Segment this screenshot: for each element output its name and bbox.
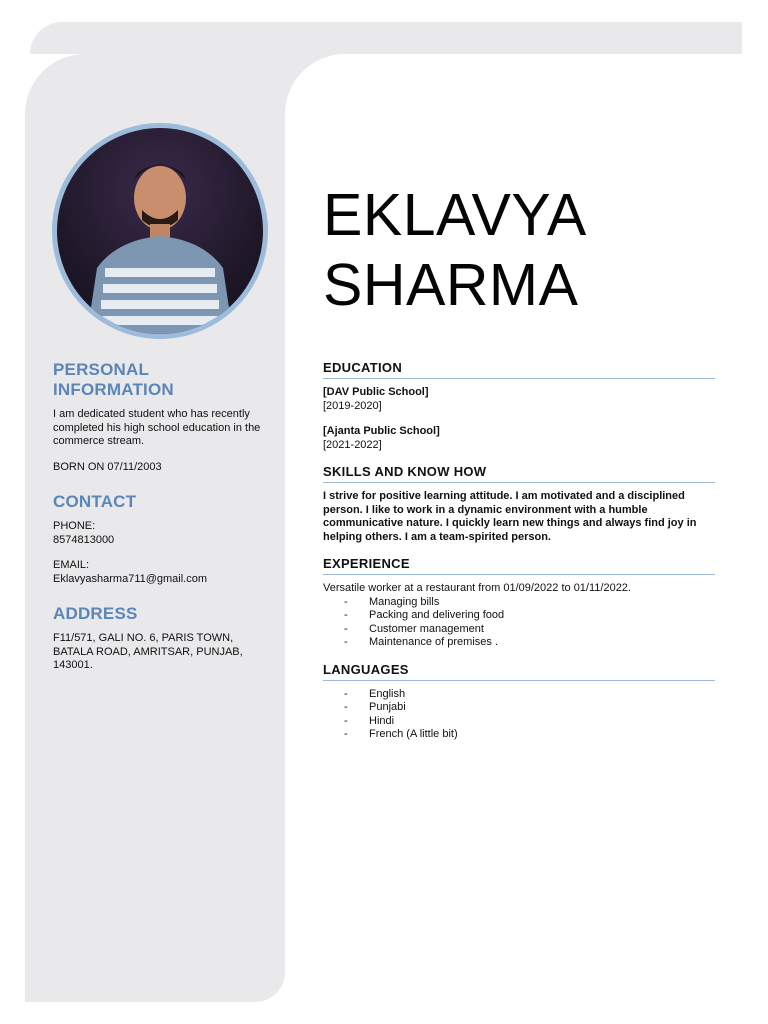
experience-list <box>323 596 715 650</box>
main-content <box>323 360 715 754</box>
skills-section <box>323 464 715 544</box>
skills-text: I strive for positive learning attitude. I am motivated and a disciplined person. I like to work in a dynamic environment with a humble communicative nature. I quickly learn new things and always find joy in helping others. I am a team-spirited person. <box>323 490 697 543</box>
email-label: EMAIL: <box>53 559 90 571</box>
contact-heading: CONTACT <box>53 492 137 511</box>
header-band <box>30 22 742 54</box>
personal-section <box>53 360 268 474</box>
languages-list <box>323 688 715 742</box>
school-name: [Ajanta Public School] <box>323 425 440 437</box>
languages-heading: LANGUAGES <box>323 662 715 681</box>
experience-section <box>323 556 715 650</box>
languages-section <box>323 662 715 742</box>
personal-heading: PERSONAL INFORMATION <box>53 360 174 399</box>
experience-intro: Versatile worker at a restaurant from 01/09/2022 to 01/11/2022. <box>323 582 631 594</box>
first-name: EKLAVYA <box>323 182 587 248</box>
phone-label: PHONE: <box>53 520 96 532</box>
person-silhouette <box>57 128 263 334</box>
school-name: [DAV Public School] <box>323 386 429 398</box>
list-item: - Hindi <box>344 714 395 727</box>
address-text: F11/571, GALI NO. 6, PARIS TOWN, BATALA ROAD, AMRITSAR, PUNJAB, 143001. <box>53 632 243 671</box>
contact-section <box>53 492 268 586</box>
list-item: - Packing and delivering food <box>344 609 505 621</box>
last-name: SHARMA <box>323 252 579 318</box>
about-text: I am dedicated student who has recently completed his high school education in the commerce stream. <box>53 408 261 447</box>
skills-heading: SKILLS AND KNOW HOW <box>323 464 715 483</box>
phone-value: 8574813000 <box>53 533 115 546</box>
sidebar-content <box>53 360 268 685</box>
school-years: [2019-2020] <box>323 399 382 412</box>
list-item: - English <box>344 687 406 700</box>
email-value: Eklavyasharma711@gmail.com <box>53 572 208 585</box>
born-date: BORN ON 07/11/2003 <box>53 460 162 473</box>
education-heading: EDUCATION <box>323 360 715 379</box>
school-years: [2021-2022] <box>323 438 382 451</box>
list-item: - Punjabi <box>344 701 406 713</box>
list-item: - Managing bills <box>344 595 440 608</box>
profile-photo-image <box>57 128 263 334</box>
address-heading: ADDRESS <box>53 604 138 623</box>
list-item: - Maintenance of premises . <box>344 636 499 648</box>
experience-heading: EXPERIENCE <box>323 556 715 575</box>
address-section <box>53 604 268 673</box>
list-item: - French (A little bit) <box>344 728 458 740</box>
list-item: - Customer management <box>344 622 484 635</box>
education-section <box>323 360 715 452</box>
profile-photo <box>52 123 268 339</box>
full-name <box>323 180 723 320</box>
